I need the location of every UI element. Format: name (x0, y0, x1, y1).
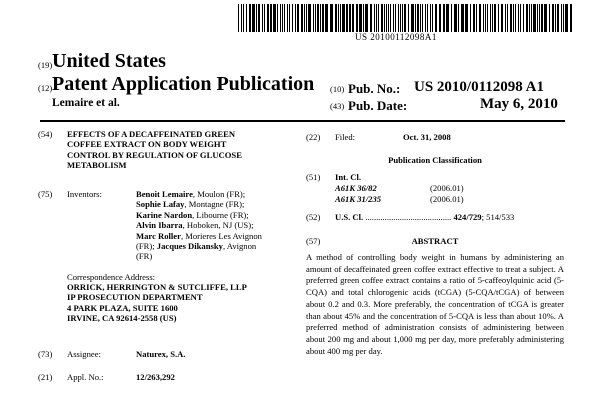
int-cl-year-1: (2006.01) (430, 183, 464, 193)
filed-label: Filed: (335, 132, 356, 142)
inid-code-43: (43) (330, 101, 345, 111)
inid-code-75: (75) (38, 189, 53, 199)
inventors-label: Inventors: (67, 189, 102, 199)
correspondence-label: Correspondence Address: (67, 272, 156, 282)
correspondence-address: ORRICK, HERRINGTON & SUTCLIFFE, LLP IP PROSECUTION DEPARTMENT 4 PARK PLAZA, SUITE 1600 IRVINE, CA 92614-2558 (US) (67, 282, 247, 324)
inid-code-10: (10) (330, 84, 345, 94)
header-rule (40, 120, 565, 122)
filed-value: Oct. 31, 2008 (403, 132, 451, 142)
appl-no-label: Appl. No.: (67, 372, 104, 382)
assignee-value: Naturex, S.A. (136, 349, 186, 359)
pub-date-label: Pub. Date: (348, 98, 408, 113)
country-heading: United States (52, 50, 166, 72)
barcode (238, 4, 574, 32)
pub-date-value: May 6, 2010 (480, 96, 558, 112)
int-cl-code-2: A61K 31/235 (335, 194, 382, 204)
document-type-heading: Patent Application Publication (52, 73, 315, 95)
inid-code-57: (57) (306, 236, 321, 246)
abstract-heading: ABSTRACT (411, 236, 459, 246)
barcode-number: US 20100112098A1 (355, 32, 437, 42)
pub-no-label: Pub. No.: (348, 81, 401, 96)
appl-no-value: 12/263,292 (136, 372, 175, 382)
int-cl-year-2: (2006.01) (430, 194, 464, 204)
int-cl-code-1: A61K 36/82 (335, 183, 377, 193)
inid-code-54: (54) (38, 129, 53, 139)
authors-line: Lemaire et al. (52, 97, 120, 109)
inid-code-21: (21) (38, 372, 53, 382)
inid-code-52: (52) (306, 212, 321, 222)
inventors-list: Benoit Lemaire, Moulon (FR); Sophie Lafay, Montagne (FR); Karine Nardon, Libourne (FR); Alvin Ibarra, Hoboken, NJ (US); Marc Roller, Morieres Les Avignon (FR); Jacques Dikansky, Avignon (FR) (136, 189, 262, 262)
invention-title: EFFECTS OF A DECAFFEINATED GREEN COFFEE EXTRACT ON BODY WEIGHT CONTROL BY REGULATION OF GLUCOSE METABOLISM (67, 129, 242, 171)
inid-code-19: (19) (38, 60, 53, 70)
pub-no-value: US 2010/0112098 A1 (414, 79, 545, 95)
publication-classification-heading: Publication Classification (388, 155, 482, 165)
int-cl-label: Int. Cl. (335, 172, 362, 182)
assignee-label: Assignee: (67, 349, 101, 359)
us-cl-line: U.S. Cl. ........................................ 424/729; 514/533 (335, 212, 515, 222)
inid-code-22: (22) (306, 132, 321, 142)
inid-code-12: (12) (38, 83, 53, 93)
inid-code-51: (51) (306, 172, 321, 182)
inid-code-73: (73) (38, 349, 53, 359)
abstract-text: A method of controlling body weight in humans by administering an amount of decaffeinated green coffee extract effective to treat a subject. A preferred green coffee extract contains a ratio of 5-caffeoylquinic acid (5-CQA) and total chlorogenic acids (tCGA) (5-CQA/tCGA) of between about 0.2 and 0.3. More preferably, the concentration of tCGA is greater than about 45% and the concentration of 5-CQA is less than about 10%. A preferred method of administration consists of administering between about 200 mg and about 1,000 mg per day, more preferably administering about 400 mg per day. (306, 252, 564, 356)
